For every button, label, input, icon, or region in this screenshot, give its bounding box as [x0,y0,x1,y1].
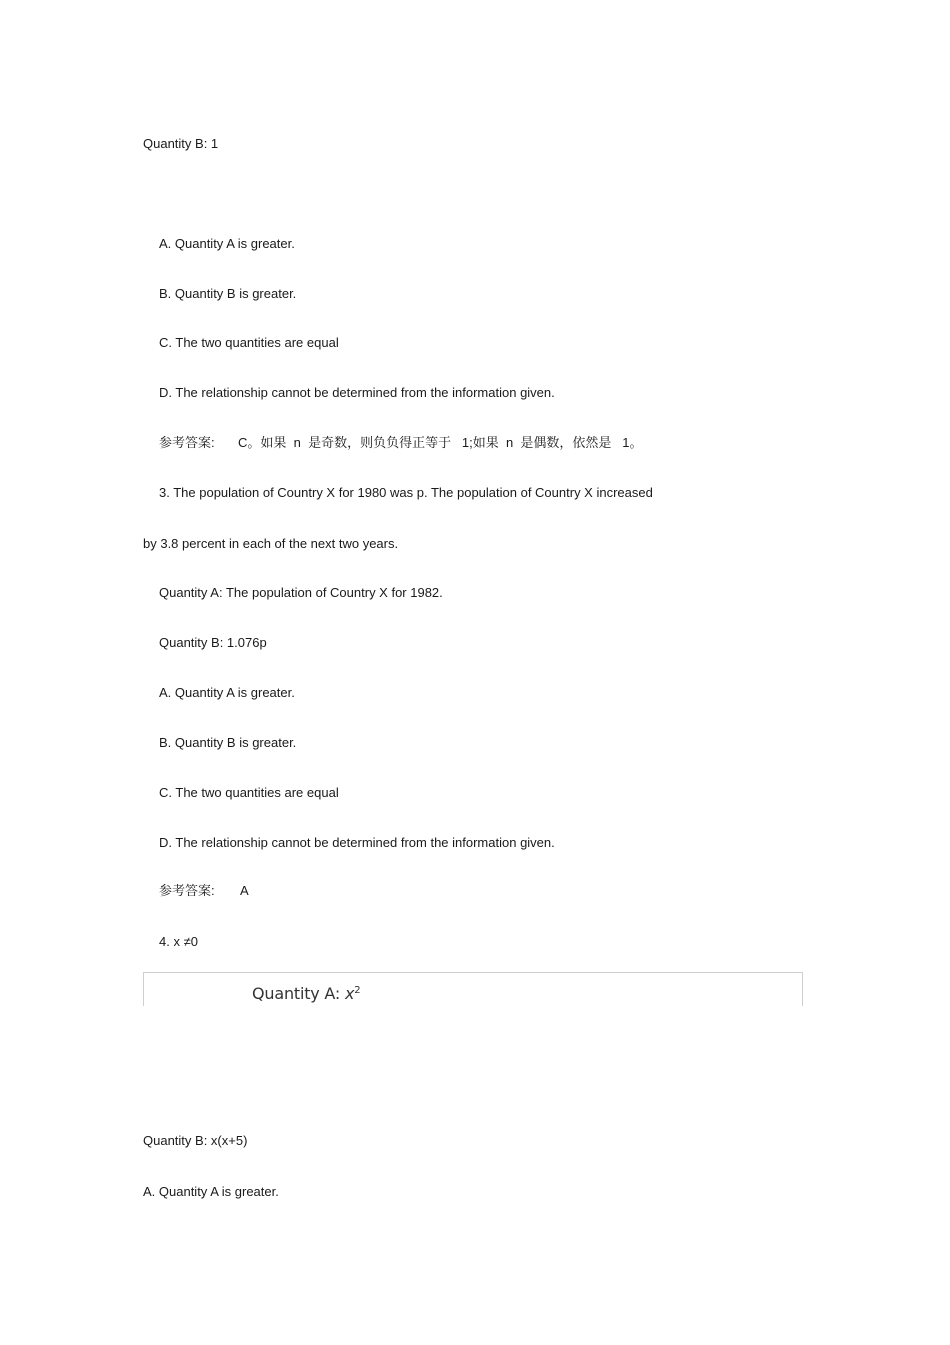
q4-quantity-a-exponent: 2 [354,985,361,996]
q4-quantity-a-image [143,972,803,1006]
q4-quantity-a-label: Quantity A: [252,984,345,1003]
q2-quantity-b: Quantity B: 1 [143,136,219,151]
q3-option-a: A. Quantity A is greater. [159,685,295,700]
q2-option-c: C. The two quantities are equal [159,335,339,350]
q3-quantity-b: Quantity B: 1.076p [159,635,267,650]
q4-stem: 4. x ≠0 [159,934,198,949]
q3-answer-label: 参考答案: [159,883,215,898]
q3-quantity-a: Quantity A: The population of Country X for 1982. [159,585,443,600]
q3-option-c: C. The two quantities are equal [159,785,339,800]
q2-option-d: D. The relationship cannot be determined from the information given. [159,385,555,400]
q4-quantity-b: Quantity B: x(x+5) [143,1133,248,1148]
q4-option-a: A. Quantity A is greater. [143,1184,279,1199]
q2-option-b: B. Quantity B is greater. [159,286,297,301]
q4-quantity-a-image-text [252,981,360,1004]
q3-answer-text: A [240,883,249,898]
q4-quantity-a-variable: x [344,984,355,1003]
q2-answer-label: 参考答案: [159,435,215,450]
q3-stem-line2: by 3.8 percent in each of the next two years. [143,536,399,551]
q3-option-b: B. Quantity B is greater. [159,735,297,750]
q3-stem-line1: 3. The population of Country X for 1980 was p. The population of Country X increased [159,485,653,500]
q2-answer-text: C。如果 n 是奇数，则负负得正等于 1;如果 n 是偶数，依然是 1。 [238,435,643,450]
q2-option-a: A. Quantity A is greater. [159,236,295,251]
q3-option-d: D. The relationship cannot be determined from the information given. [159,835,555,850]
